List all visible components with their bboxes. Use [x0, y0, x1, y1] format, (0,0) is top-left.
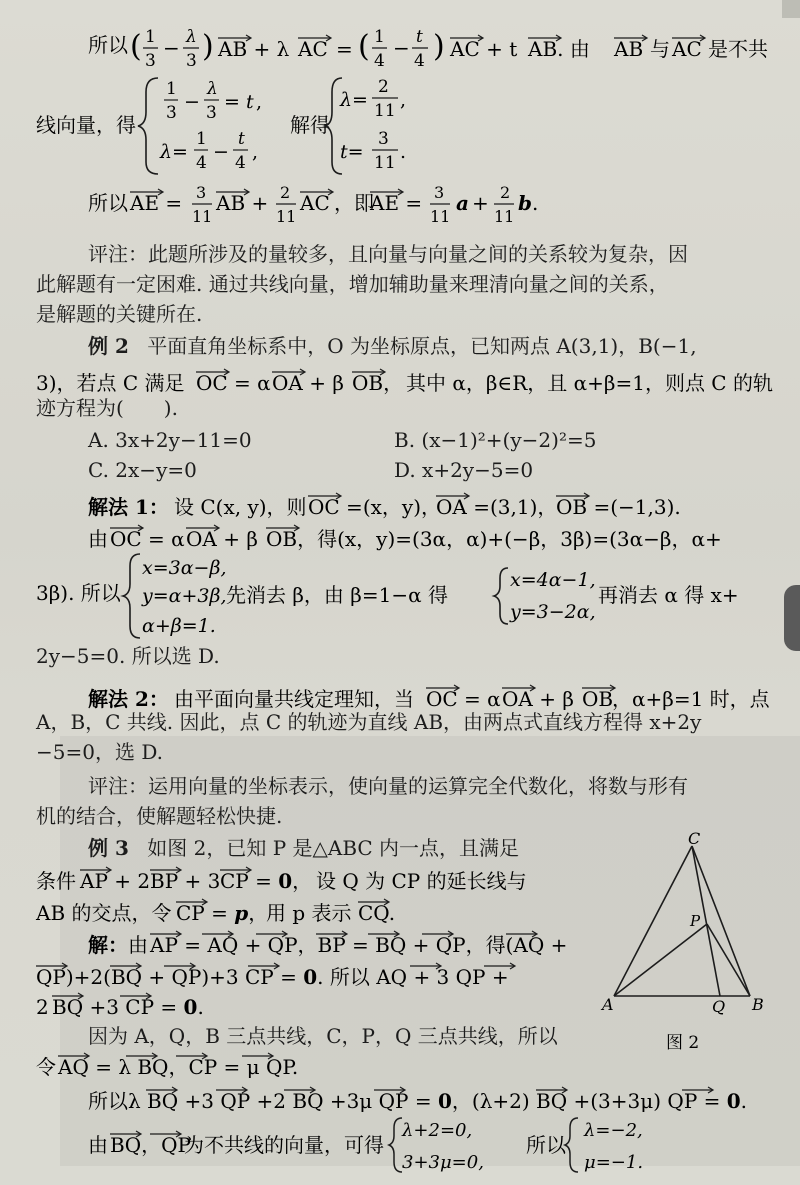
example-3-text-2b: 设 Q 为 CP 的延长线与 — [316, 869, 527, 893]
svg-text:OC = α: OC = α — [196, 371, 271, 395]
solution-3-text-7b: 为不共线的向量，可得 — [184, 1133, 384, 1157]
svg-text:=: = — [224, 91, 240, 113]
svg-text:3: 3 — [186, 51, 197, 71]
svg-text:CQ.: CQ. — [358, 901, 396, 925]
label-c: C — [688, 832, 701, 848]
solution-1-text-1: 设 C(x, y)，则 — [174, 495, 307, 519]
example-3-label: 例 3 — [88, 836, 129, 860]
example-2-label: 例 2 — [88, 334, 129, 358]
solution-3-text-6: 所以 — [88, 1089, 128, 1113]
example-3-text-2: 条件 — [36, 869, 76, 893]
svg-text:b: b — [518, 191, 532, 215]
l1-text-f: AB. 由 — [528, 37, 590, 61]
svg-text:AE =: AE = — [130, 191, 183, 215]
svg-text:λ=: λ= — [160, 141, 188, 163]
svg-text:t=: t= — [340, 141, 364, 163]
solution-2-text-1b: ，α+β=1 时，点 — [612, 687, 770, 711]
l3-mid-text: ，即 — [334, 191, 374, 215]
svg-text:+: + — [472, 191, 489, 215]
svg-text:OA =(3,1)，: OA =(3,1)， — [436, 495, 558, 519]
svg-text:(: ( — [358, 29, 370, 64]
svg-text:a: a — [456, 191, 469, 215]
svg-text:1: 1 — [374, 27, 385, 47]
comment-1-line-3: 是解题的关键所在. — [36, 302, 203, 326]
solution-1-text-2: 由 — [88, 527, 108, 551]
svg-text:4: 4 — [374, 51, 385, 71]
solution-3-line-4: 因为 A，Q，B 三点共线，C，P，Q 三点共线，所以 — [88, 1024, 558, 1048]
svg-text:AQ = λ BQ，CP = μ QP.: AQ = λ BQ，CP = μ QP. — [58, 1055, 299, 1079]
svg-text:OB，: OB， — [352, 371, 404, 395]
svg-text:,: , — [400, 89, 407, 111]
label-q: Q — [712, 997, 726, 1016]
svg-text:t: t — [238, 129, 245, 149]
l1-text-g: AB — [614, 37, 644, 61]
figure-2 — [596, 832, 776, 1062]
solution-3-text-3: 2 — [36, 995, 49, 1019]
label-a: A — [602, 995, 614, 1014]
svg-text:3: 3 — [145, 51, 156, 71]
l1-text-d: = — [336, 37, 353, 61]
svg-text:λ=: λ= — [340, 89, 368, 111]
svg-text:y=3−2α,: y=3−2α, — [510, 601, 596, 623]
svg-text:3: 3 — [196, 183, 207, 202]
svg-text:2: 2 — [280, 183, 291, 202]
svg-text:λ+2=0,: λ+2=0, — [402, 1120, 473, 1141]
solution-1-text-3c: 再消去 α 得 x+ — [598, 583, 739, 607]
svg-text:OB =(−1,3).: OB =(−1,3). — [556, 495, 681, 519]
l1-text-j: 是不共 — [708, 37, 768, 61]
solution-3-line-7 — [0, 1112, 800, 1182]
option-d: D. x+2y−5=0 — [394, 458, 534, 482]
svg-text:−: − — [163, 36, 180, 60]
solution-2-text-1: 由平面向量共线定理知，当 — [174, 687, 414, 711]
svg-text:λ=−2,: λ=−2, — [584, 1120, 643, 1141]
solution-1-label: 解法 1： — [88, 495, 169, 519]
svg-text:4: 4 — [196, 153, 207, 173]
option-b: B. (x−1)²+(y−2)²=5 — [394, 428, 597, 452]
svg-text:OB: OB — [582, 687, 614, 711]
svg-text:BP + 3: BP + 3 — [150, 869, 221, 893]
svg-text:4: 4 — [414, 51, 425, 71]
svg-text:−: − — [393, 36, 410, 60]
svg-text:AP = AQ + QP，BP = BQ + QP，得(AQ: AP = AQ + QP，BP = BQ + QP，得(AQ + — [150, 933, 568, 957]
example-2-text-2: 3)，若点 C 满足 — [36, 371, 185, 395]
svg-text:2: 2 — [500, 183, 511, 202]
figure-caption: 图 2 — [666, 1033, 700, 1053]
svg-text:OA + β: OA + β — [186, 527, 258, 551]
segment-ap — [614, 924, 707, 996]
svg-text:,: , — [252, 141, 259, 163]
svg-text:11: 11 — [276, 207, 297, 226]
example-3-text-1: 如图 2，已知 P 是△ABC 内一点，且满足 — [147, 836, 520, 860]
edge-ca — [614, 846, 692, 996]
l2-text-a: 线向量，得 — [36, 113, 136, 137]
svg-text:OA + β: OA + β — [502, 687, 574, 711]
svg-text:3: 3 — [378, 129, 389, 149]
svg-text:AP + 2: AP + 2 — [80, 869, 151, 893]
example-2-line-3: 迹方程为( ). — [36, 396, 178, 420]
comment-2-line-2: 机的结合，使解题轻松快捷. — [36, 804, 283, 828]
svg-text:3: 3 — [206, 103, 217, 123]
solution-1-text-3a: 3β). 所以 — [36, 581, 121, 605]
svg-text:μ=−1.: μ=−1. — [584, 1152, 644, 1173]
example-3-text-3b: 用 p 表示 — [266, 901, 352, 925]
svg-text:.: . — [400, 141, 407, 163]
line-3 — [0, 178, 800, 238]
l1-text-i: AC — [672, 37, 702, 61]
svg-text:BQ +3 CP = 0.: BQ +3 CP = 0. — [52, 995, 204, 1019]
svg-text:x=3α−β,: x=3α−β, — [142, 557, 227, 579]
svg-text:OA + β: OA + β — [272, 371, 344, 395]
line-2-system — [0, 70, 800, 180]
option-a: A. 3x+2y−11=0 — [88, 428, 252, 452]
option-c: C. 2x−y=0 — [88, 458, 197, 482]
solution-3-label: 解： — [88, 933, 128, 957]
solution-3-block — [0, 920, 600, 1020]
svg-text:3: 3 — [434, 183, 445, 202]
l1-text-a: 所以 — [88, 33, 128, 57]
l1-text-h: 与 — [650, 37, 670, 61]
svg-text:λ: λ — [207, 79, 218, 99]
label-p: P — [690, 912, 701, 930]
svg-text:11: 11 — [192, 207, 213, 226]
solution-2-line-3: −5=0，选 D. — [36, 740, 164, 764]
svg-text:QP)+2(BQ + QP)+3 CP = 0. 所以 AQ: QP)+2(BQ + QP)+3 CP = 0. 所以 AQ + 3 QP + — [36, 965, 509, 989]
svg-text:,: , — [256, 91, 263, 113]
example-3-text-3: AB 的交点，令 — [36, 901, 172, 925]
edge-cb — [692, 846, 750, 996]
svg-text:(: ( — [130, 29, 142, 64]
svg-text:t: t — [416, 27, 423, 47]
solution-3-text-5: 令 — [36, 1055, 56, 1079]
svg-text:11: 11 — [374, 101, 396, 121]
solution-3-text-7: 由 — [88, 1133, 108, 1157]
solution-1-line-4: 2y−5=0. 所以选 D. — [36, 644, 220, 668]
svg-text:AC: AC — [300, 191, 330, 215]
svg-text:−: − — [213, 141, 229, 163]
svg-text:2: 2 — [378, 77, 389, 97]
svg-text:): ) — [433, 29, 445, 64]
solution-3-text-1: 由 — [128, 933, 148, 957]
example-2-text-1: 平面直角坐标系中，O 为坐标原点，已知两点 A(3,1)，B(−1, — [147, 334, 697, 358]
svg-text:3+3μ=0,: 3+3μ=0, — [402, 1152, 484, 1173]
example-2-line-2 — [0, 360, 800, 400]
svg-text:BQ，QP: BQ，QP — [110, 1133, 191, 1157]
line-1 — [0, 0, 800, 80]
svg-text:OC =(x，y)，: OC =(x，y)， — [308, 495, 441, 519]
svg-text:): ) — [202, 29, 214, 64]
example-3-line-1 — [88, 838, 519, 858]
comment-1-line-2: 此解题有一定困难. 通过共线向量，增加辅助量来理清向量之间的关系， — [36, 272, 669, 296]
comment-2-line-1: 评注：运用向量的坐标表示，使向量的运算完全代数化，将数与形有 — [88, 774, 688, 798]
l3-text: 所以 — [88, 191, 128, 215]
svg-text:AB +: AB + — [216, 191, 269, 215]
svg-text:11: 11 — [494, 207, 515, 226]
solution-2-line-2: A，B，C 共线. 因此，点 C 的轨迹为直线 AB，由两点式直线方程得 x+2y — [36, 710, 702, 734]
l1-text-c: AC — [298, 37, 328, 61]
svg-text:1: 1 — [166, 79, 177, 99]
svg-text:OC = α: OC = α — [110, 527, 185, 551]
example-2-line-1 — [88, 336, 697, 356]
svg-text:CP = 0，: CP = 0， — [220, 869, 313, 893]
solution-1-text-3b: 先消去 β，由 β=1−α 得 — [226, 583, 448, 607]
l1-text-b: AB + λ — [218, 37, 290, 61]
svg-text:x=4α−1,: x=4α−1, — [510, 569, 596, 591]
svg-text:CP = p，: CP = p， — [176, 901, 269, 925]
svg-text:1: 1 — [145, 27, 156, 47]
svg-text:y=α+3β,: y=α+3β, — [142, 585, 227, 607]
svg-text:λ BQ +3 QP +2 BQ +3μ QP = 0，(λ: λ BQ +3 QP +2 BQ +3μ QP = 0，(λ+2) BQ +(3+3μ) QP = 0. — [128, 1089, 748, 1113]
svg-text:OC = α: OC = α — [426, 687, 501, 711]
example-2-text-2b: 其中 α，β∈R，且 α+β=1，则点 C 的轨 — [406, 371, 773, 395]
svg-text:λ: λ — [186, 27, 197, 47]
svg-text:1: 1 — [196, 129, 207, 149]
label-b: B — [752, 995, 764, 1014]
l1-text-e: AC + t — [450, 37, 518, 61]
svg-text:4: 4 — [235, 153, 246, 173]
solution-1-system — [0, 550, 800, 642]
svg-text:−: − — [184, 91, 200, 113]
svg-text:11: 11 — [374, 153, 396, 173]
svg-text:OB，得(x，y)=(3α，α)+(−β，3β)=(3α−β: OB，得(x，y)=(3α，α)+(−β，3β)=(3α−β，α+ — [266, 527, 722, 551]
solution-3-text-7c: 所以 — [526, 1133, 566, 1157]
solution-2-label: 解法 2： — [88, 687, 169, 711]
l2-text-b: 解得 — [290, 113, 330, 137]
svg-text:AE =: AE = — [370, 191, 423, 215]
svg-text:3: 3 — [166, 103, 177, 123]
svg-text:11: 11 — [430, 207, 451, 226]
comment-1-line-1: 评注：此题所涉及的量较多，且向量与向量之间的关系较为复杂，因 — [88, 242, 688, 266]
svg-text:.: . — [532, 191, 539, 215]
svg-text:α+β=1.: α+β=1. — [142, 615, 216, 637]
svg-text:t: t — [246, 91, 254, 113]
